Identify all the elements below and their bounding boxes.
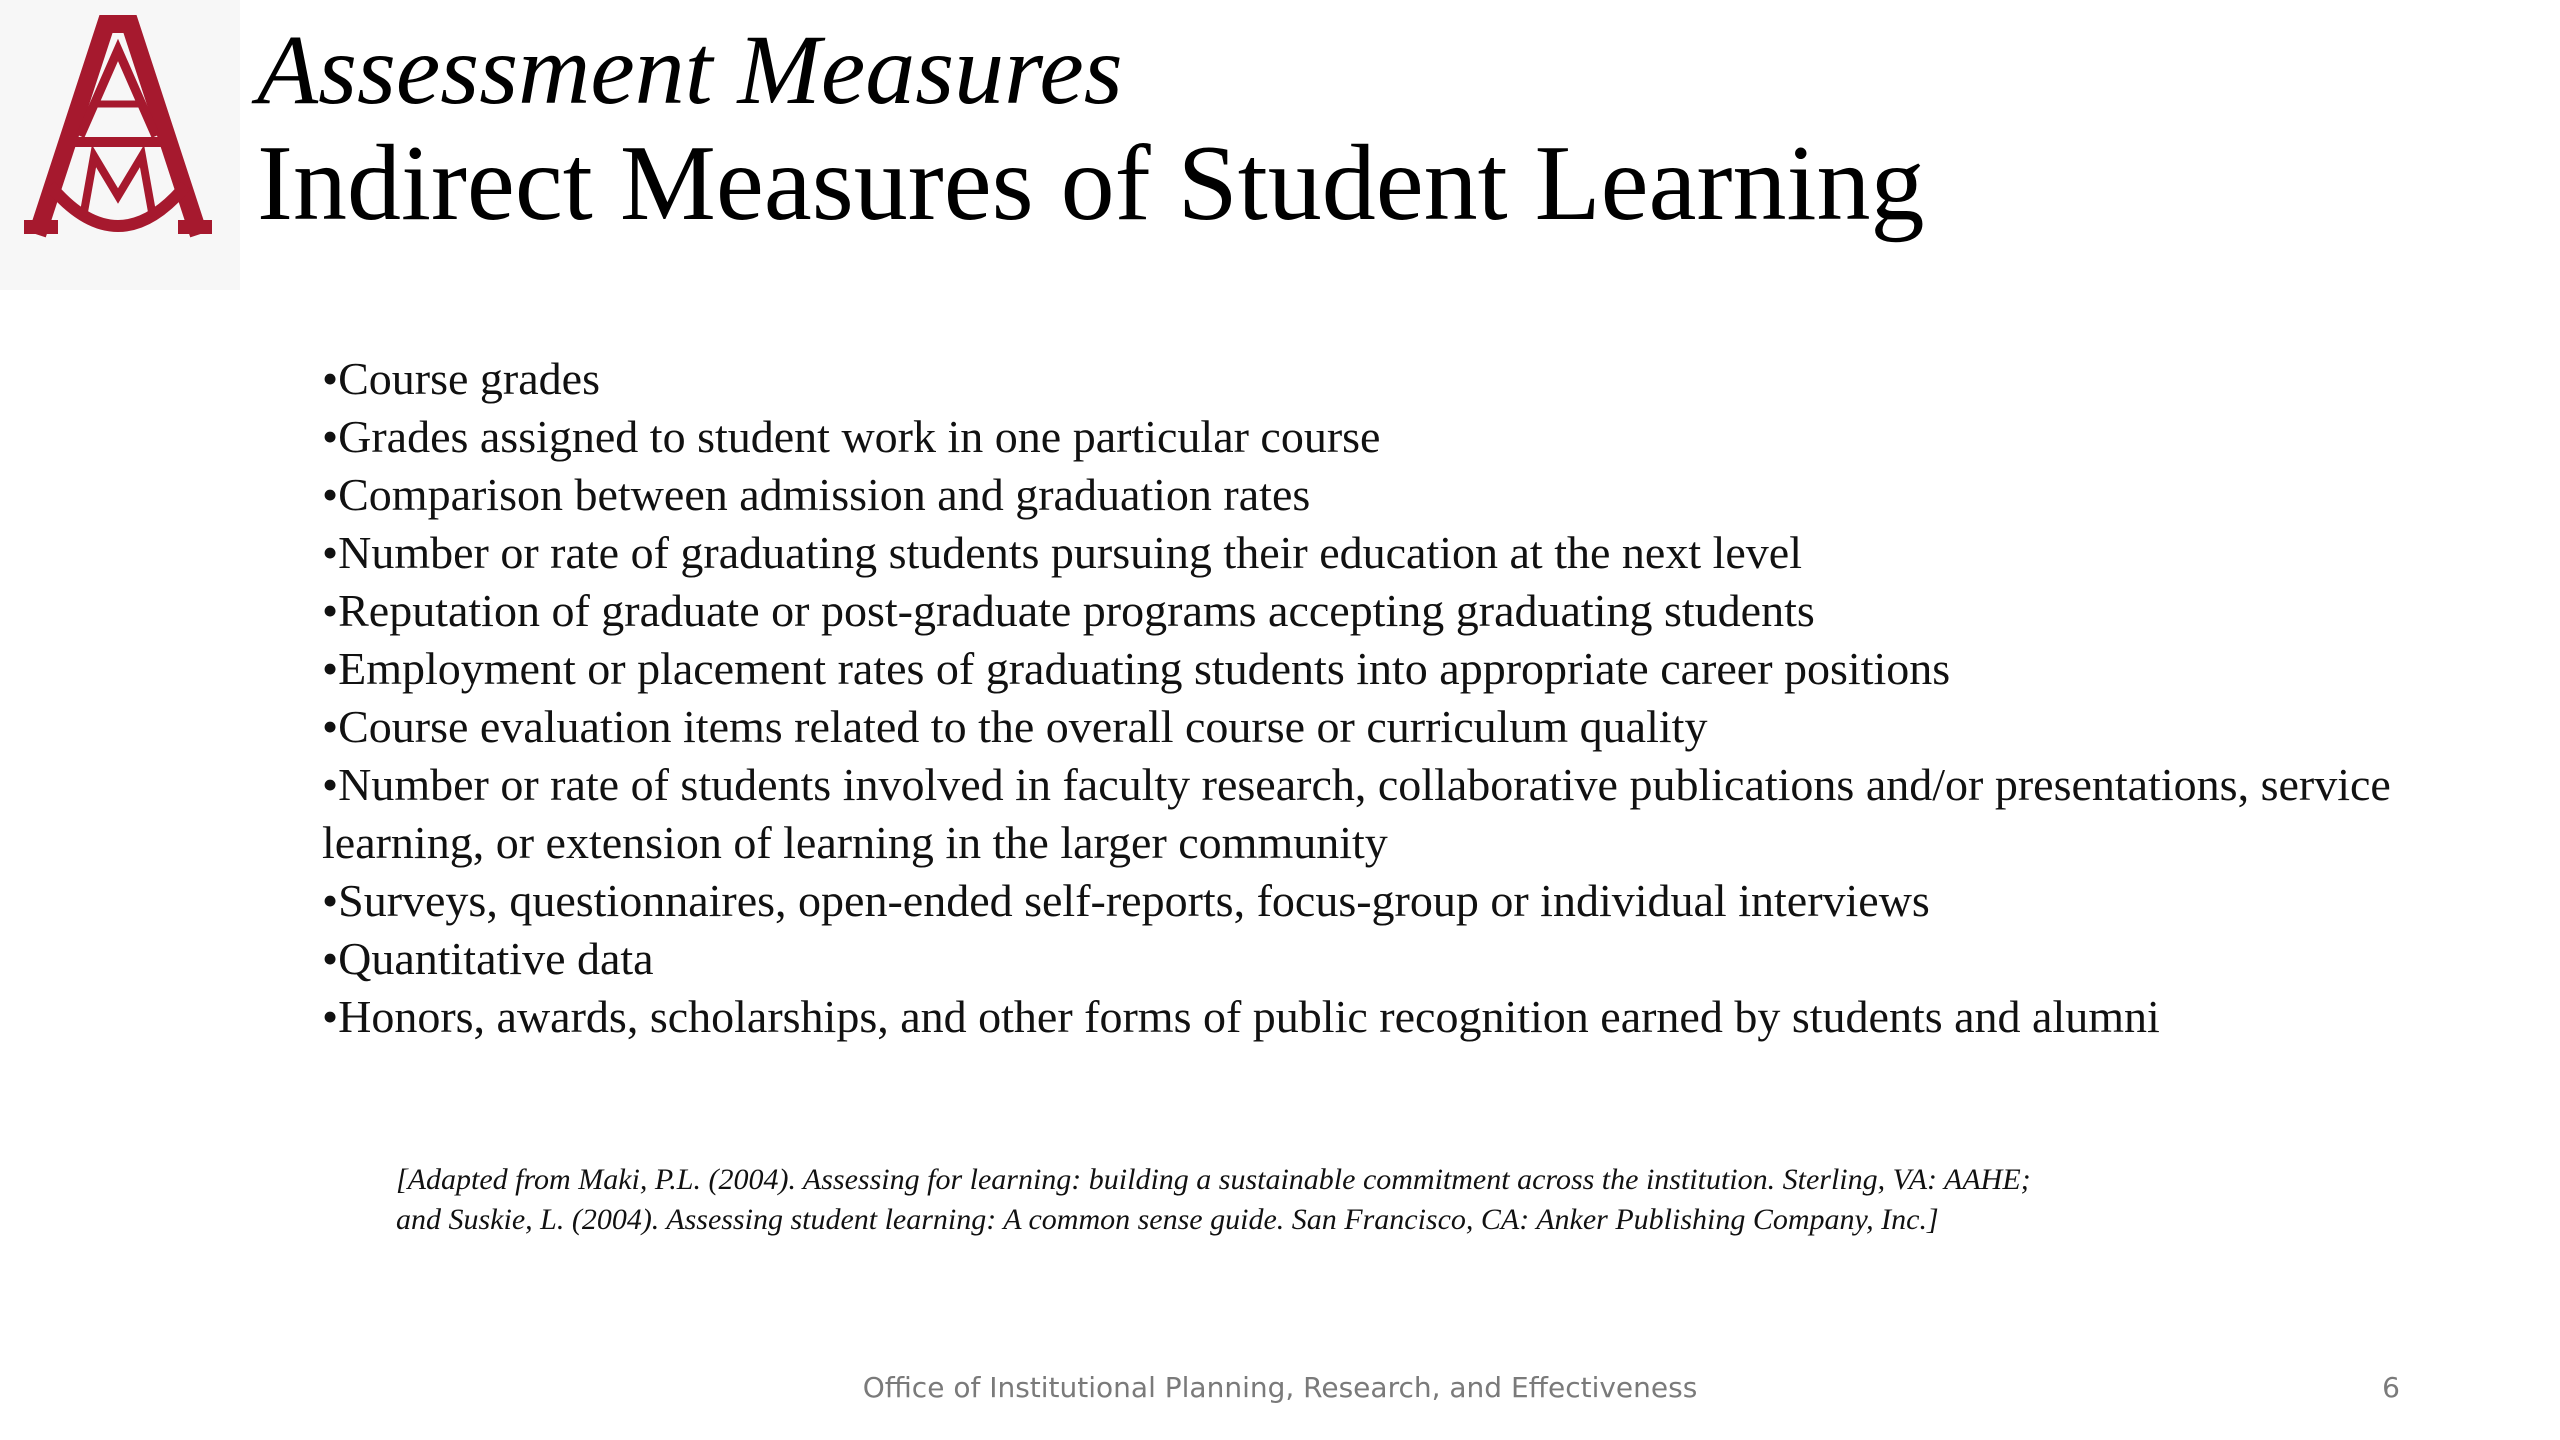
citation bbox=[396, 1160, 2296, 1240]
bullet-item: • Number or rate of students involved in faculty research, collaborative publications and/or presentations, service learning, or extension of learning in the larger community bbox=[322, 756, 2442, 872]
bullet-item: • Comparison between admission and graduation rates bbox=[322, 466, 2442, 524]
bullet-item: • Quantitative data bbox=[322, 930, 2442, 988]
bullet-item: • Surveys, questionnaires, open-ended self-reports, focus-group or individual interviews bbox=[322, 872, 2442, 930]
bullet-item: • Reputation of graduate or post-graduate programs accepting graduating students bbox=[322, 582, 2442, 640]
slide-title: Assessment Measures bbox=[257, 14, 1123, 125]
bullet-item: • Grades assigned to student work in one particular course bbox=[322, 408, 2442, 466]
citation-line: and Suskie, L. (2004). Assessing student learning: A common sense guide. San Francisco, CA: Anker Publishing Company, Inc.] bbox=[396, 1203, 1939, 1236]
bullet-item: • Course grades bbox=[322, 350, 2442, 408]
citation-line: [Adapted from Maki, P.L. (2004). Assessing for learning: building a sustainable commitment across the institution. Sterling, VA: AAHE; bbox=[396, 1163, 2031, 1196]
bullet-item: • Employment or placement rates of graduating students into appropriate career positions bbox=[322, 640, 2442, 698]
bullet-item: • Honors, awards, scholarships, and other forms of public recognition earned by students and alumni bbox=[322, 988, 2442, 1046]
bullet-list bbox=[322, 350, 2442, 1046]
aamu-logo-icon bbox=[20, 14, 216, 254]
page-number: 6 bbox=[2382, 1371, 2400, 1404]
bullet-item: • Course evaluation items related to the overall course or curriculum quality bbox=[322, 698, 2442, 756]
slide-subtitle: Indirect Measures of Student Learning bbox=[257, 124, 1925, 243]
footer-text: Office of Institutional Planning, Research, and Effectiveness bbox=[862, 1371, 1698, 1404]
logo-panel bbox=[0, 0, 240, 290]
bullet-item: • Number or rate of graduating students pursuing their education at the next level bbox=[322, 524, 2442, 582]
